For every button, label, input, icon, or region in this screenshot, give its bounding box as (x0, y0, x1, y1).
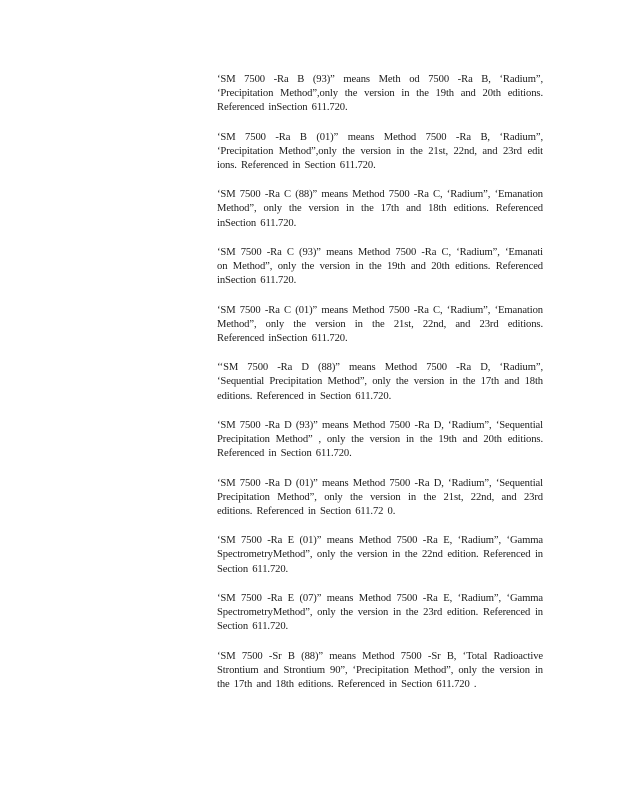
definition-sm-7500-ra-d-88: ‘‘SM 7500 -Ra D (88)” means Method 7500 -Ra D, ‘Radium”, ‘Sequential Precipitation Method”, only the version in the 17th and 18th editions. Referenced in Section 611.720. (217, 362, 543, 402)
definition-sm-7500-ra-c-88: ‘SM 7500 -Ra C (88)” means Method 7500 -Ra C, ‘Radium”, ‘Emanation Method”, only the version in the 17th and 18th editions. Referenced inSection 611.720. (217, 189, 543, 229)
definition-sm-7500-sr-b-88: ‘SM 7500 -Sr B (88)” means Method 7500 -Sr B, ‘Total Radioactive Strontium and Strontium 90”, ‘Precipitation Method”, only the version in the 17th and 18th editions. Referenced in Section 611.720 . (217, 650, 543, 690)
definition-sm-7500-ra-e-07: ‘SM 7500 -Ra E (07)” means Method 7500 -Ra E, ‘Radium”, ‘Gamma SpectrometryMethod”, only the version in the 23rd edition. Referenced in Section 611.720. (217, 593, 543, 633)
definition-sm-7500-ra-e-01: ‘SM 7500 -Ra E (01)” means Method 7500 -Ra E, ‘Radium”, ‘Gamma SpectrometryMethod”, only the version in the 22nd edition. Referenced in Section 611.720. (217, 535, 543, 575)
definition-sm-7500-ra-c-01: ‘SM 7500 -Ra C (01)” means Method 7500 -Ra C, ‘Radium”, ‘Emanation Method”, only the version in the 21st, 22nd, and 23rd editions. Referenced inSection 611.720. (217, 304, 543, 344)
definition-sm-7500-ra-d-01: ‘SM 7500 -Ra D (01)” means Method 7500 -Ra D, ‘Radium”, ‘Sequential Precipitation Method”, only the version in the 21st, 22nd, and 23rd editions. Referenced in Section 611.72 0. (217, 477, 543, 517)
definition-sm-7500-ra-c-93: ‘SM 7500 -Ra C (93)” means Method 7500 -Ra C, ‘Radium”, ‘Emanati on Method”, only the version in the 19th and 20th editions. Referenced inSection 611.720. (217, 247, 543, 287)
definition-sm-7500-ra-b-93: ‘SM 7500 -Ra B (93)” means Meth od 7500 -Ra B, ‘Radium”, ‘Precipitation Method”,only the version in the 19th and 20th editions. Referenced inSection 611.720. (217, 74, 543, 114)
definition-sm-7500-ra-d-93: ‘SM 7500 -Ra D (93)” means Method 7500 -Ra D, ‘Radium”, ‘Sequential Precipitation Method” , only the version in the 19th and 20th editions. Referenced in Section 611.720. (217, 420, 543, 460)
definition-sm-7500-ra-b-01: ‘SM 7500 -Ra B (01)” means Method 7500 -Ra B, ‘Radium”, ‘Precipitation Method”,only the version in the 21st, 22nd, and 23rd edit ions. Referenced in Section 611.720. (217, 131, 543, 171)
definitions-list (217, 73, 543, 707)
